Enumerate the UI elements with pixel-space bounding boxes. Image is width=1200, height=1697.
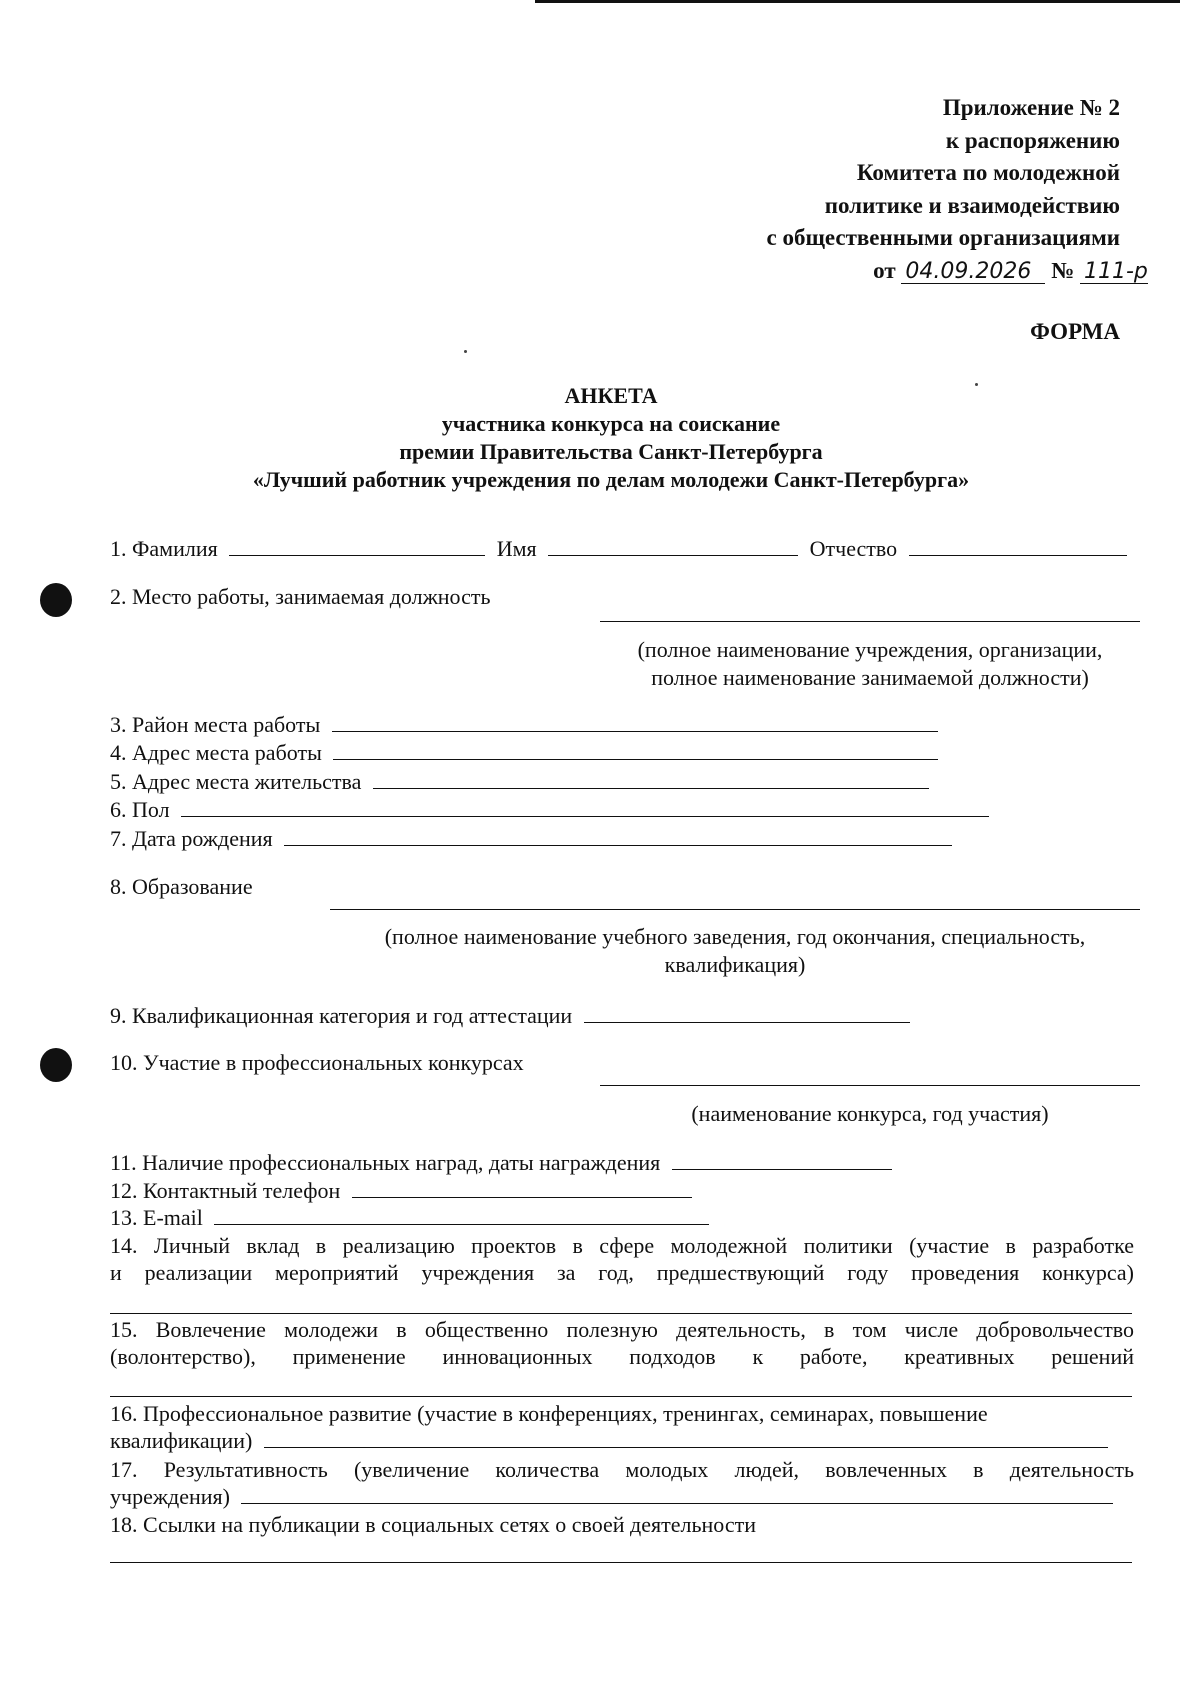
handwritten-number: 111-р [1080, 261, 1148, 284]
title-line-3: премии Правительства Санкт-Петербурга [399, 439, 823, 464]
field-17-row-2 [110, 1483, 1113, 1510]
awards-input-line[interactable] [672, 1149, 892, 1170]
title-line-4: «Лучший работник учреждения по делам молодежи Санкт-Петербурга» [252, 467, 970, 492]
number-prefix: № [1051, 257, 1075, 283]
title-line-2: участника конкурса на соискание [441, 411, 781, 436]
phone-input-line[interactable] [352, 1177, 692, 1198]
gender-label: 6. Пол [110, 797, 170, 822]
workplace-caption-line-1: (полное наименование учреждения, организации, [637, 637, 1103, 662]
competitions-input-line[interactable] [600, 1085, 1140, 1086]
field-6-row [110, 796, 989, 823]
appendix-date-line [767, 255, 1148, 288]
social-links-input-line[interactable] [110, 1562, 1132, 1563]
education-caption-line-2: квалификация) [664, 952, 806, 977]
field-8-label: 8. Образование [110, 874, 253, 899]
field-2-label: 2. Место работы, занимаемая должность [110, 584, 491, 609]
workplace-input-line[interactable] [600, 621, 1140, 622]
punch-hole-top [40, 583, 72, 617]
field-15-text [110, 1316, 1134, 1370]
field-14-line-1: 14. Личный вклад в реализацию проектов в сфере молодежной политики (участие в разработке [110, 1233, 1134, 1258]
phone-label: 12. Контактный телефон [110, 1178, 341, 1203]
field-11-row [110, 1149, 892, 1176]
education-input-line[interactable] [330, 909, 1140, 910]
field-13-row [110, 1204, 709, 1231]
education-caption-line-1: (полное наименование учебного заведения, год окончания, специальность, [384, 924, 1086, 949]
professional-development-input-line[interactable] [264, 1427, 1108, 1448]
results-input-line[interactable] [241, 1483, 1113, 1504]
home-address-label: 5. Адрес места жительства [110, 769, 362, 794]
field-12-row [110, 1177, 692, 1204]
home-address-input-line[interactable] [373, 768, 929, 789]
field-15-line-1: 15. Вовлечение молодежи в общественно полезную деятельность, в том числе добровольчество [110, 1317, 1134, 1342]
surname-label: 1. Фамилия [110, 536, 218, 561]
appendix-line-3: Комитета по молодежной [856, 160, 1120, 185]
competitions-caption: (наименование конкурса, год участия) [691, 1101, 1049, 1126]
education-caption [330, 923, 1140, 979]
field-16-text [110, 1400, 1134, 1427]
document-title [0, 382, 1200, 494]
punch-hole-bottom [40, 1048, 72, 1082]
awards-label: 11. Наличие профессиональных наград, даты награждения [110, 1150, 661, 1175]
personal-contribution-input-line[interactable] [110, 1313, 1132, 1314]
field-17-line-2: учреждения) [110, 1484, 230, 1509]
appendix-line-5: с общественными организациями [766, 225, 1120, 250]
appendix-line-4: политике и взаимодействию [824, 192, 1120, 218]
patronymic-label: Отчество [809, 536, 898, 561]
field-15-line-2: (волонтерство), применение инновационных подходов к работе, креативных решений [110, 1344, 1134, 1369]
qualification-label: 9. Квалификационная категория и год аттестации [110, 1003, 573, 1028]
field-3-row [110, 711, 938, 738]
name-label: Имя [496, 536, 537, 561]
field-1-row [110, 535, 1127, 562]
qualification-input-line[interactable] [584, 1002, 910, 1023]
scan-top-border [535, 0, 1180, 3]
field-10-label: 10. Участие в профессиональных конкурсах [110, 1050, 524, 1075]
appendix-line-1: Приложение № 2 [942, 95, 1120, 120]
scan-speck [464, 350, 467, 353]
appendix-line-2: к распоряжению [945, 127, 1120, 153]
field-7-row [110, 825, 952, 852]
field-14-text [110, 1232, 1134, 1286]
email-input-line[interactable] [214, 1204, 709, 1225]
workplace-caption-line-2: полное наименование занимаемой должности) [651, 665, 1089, 690]
youth-involvement-input-line[interactable] [110, 1396, 1132, 1397]
field-16-row-2 [110, 1427, 1108, 1454]
field-17-text [110, 1456, 1134, 1483]
field-4-row [110, 739, 938, 766]
form-label: ФОРМА [1030, 319, 1120, 344]
surname-input-line[interactable] [229, 535, 485, 556]
gender-input-line[interactable] [181, 796, 989, 817]
field-17-line-1: 17. Результативность (увеличение количества молодых людей, вовлеченных в деятельность [110, 1457, 1134, 1482]
handwritten-date: 04.09.2026 [901, 261, 1045, 284]
work-district-label: 3. Район места работы [110, 712, 321, 737]
field-18-label: 18. Ссылки на публикации в социальных сетях о своей деятельности [110, 1512, 757, 1537]
field-14-line-2: и реализации мероприятий учреждения за год, предшествующий году проведения конкурса) [110, 1260, 1134, 1285]
field-16-line-1: 16. Профессиональное развитие (участие в конференциях, тренингах, семинарах, повышение [110, 1401, 988, 1426]
name-input-line[interactable] [548, 535, 798, 556]
field-16-line-2: квалификации) [110, 1428, 253, 1453]
email-label: 13. E-mail [110, 1205, 203, 1230]
birth-date-input-line[interactable] [284, 825, 952, 846]
work-district-input-line[interactable] [332, 711, 938, 732]
date-prefix: от [873, 257, 896, 283]
title-line-1: АНКЕТА [564, 383, 658, 408]
field-9-row [110, 1002, 910, 1029]
patronymic-input-line[interactable] [909, 535, 1127, 556]
work-address-input-line[interactable] [333, 739, 938, 760]
appendix-header [766, 92, 1148, 287]
workplace-caption [600, 636, 1140, 692]
birth-date-label: 7. Дата рождения [110, 826, 273, 851]
work-address-label: 4. Адрес места работы [110, 740, 322, 765]
field-5-row [110, 768, 929, 795]
